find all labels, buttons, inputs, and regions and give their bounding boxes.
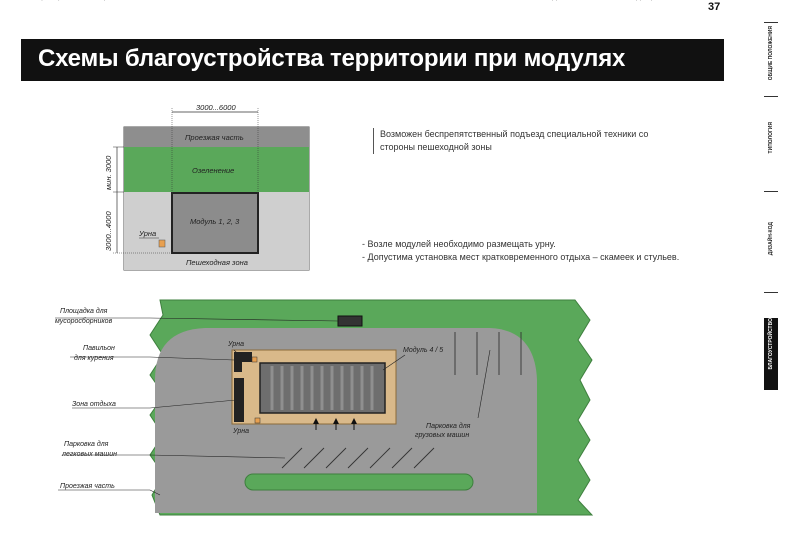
access-note: Возможен беспрепятственный подъезд специальной техники со стороны пешеходной зоны <box>373 128 670 154</box>
label-smoking-2: для курения <box>74 355 114 362</box>
label-waste-platform-2: мусоросборников <box>55 318 113 325</box>
diagram1-bin-label: Урна <box>139 229 157 238</box>
diagram1-bin <box>159 240 165 247</box>
label-truck-parking-2: грузовых машин <box>415 432 470 439</box>
label-bin-top: Урна <box>228 341 245 348</box>
sidebar-tab-label: БЛАГОУСТРОЙСТВО <box>768 318 774 370</box>
label-car-parking-2: легковых машин <box>62 451 117 458</box>
label-car-parking: Парковка для <box>64 441 109 448</box>
label-truck-parking: Парковка для <box>426 423 471 430</box>
page-title: Схемы благоустройства территории при модулях <box>38 45 626 72</box>
bin-top <box>252 357 257 362</box>
diagram-module-large <box>55 300 592 515</box>
waste-platform <box>338 316 362 326</box>
diagram1-greenery-label: Озеленение <box>192 166 235 175</box>
green-strip <box>245 474 473 490</box>
label-rest-zone: Зона отдыха <box>72 401 116 408</box>
dim-green-label: мин. 3000 <box>104 155 113 190</box>
note-benches: - Допустима установка мест кратковременного отдыха – скамеек и стульев. <box>362 252 680 262</box>
label-smoking: Павильон <box>83 345 115 352</box>
note-bin: - Возле модулей необходимо размещать урну. <box>362 239 556 249</box>
label-road: Проезжая часть <box>60 483 115 490</box>
diagram1-pedestrian-label: Пешеходная зона <box>186 258 248 267</box>
label-bin-bottom: Урна <box>233 428 250 435</box>
label-waste-platform: Площадка для <box>60 308 108 315</box>
page-number: 37 <box>708 1 721 13</box>
sidebar-tab-label: ОБЩИЕ ПОЛОЖЕНИЯ <box>768 26 774 81</box>
bin-bottom <box>255 418 260 423</box>
diagram1-road-label: Проезжая часть <box>185 133 244 142</box>
dim-width-label: 3000...6000 <box>196 103 236 112</box>
sidebar-tab-label: ДИЗАЙН-КОД <box>768 222 774 256</box>
diagram-module-small <box>104 103 309 270</box>
sidebar-tab-label: ТИПОЛОГИЯ <box>768 122 774 154</box>
diagram1-module-label: Модуль 1, 2, 3 <box>190 217 240 226</box>
dim-module-label: 3000...4000 <box>104 211 113 251</box>
label-module: Модуль 4 / 5 <box>403 347 444 354</box>
